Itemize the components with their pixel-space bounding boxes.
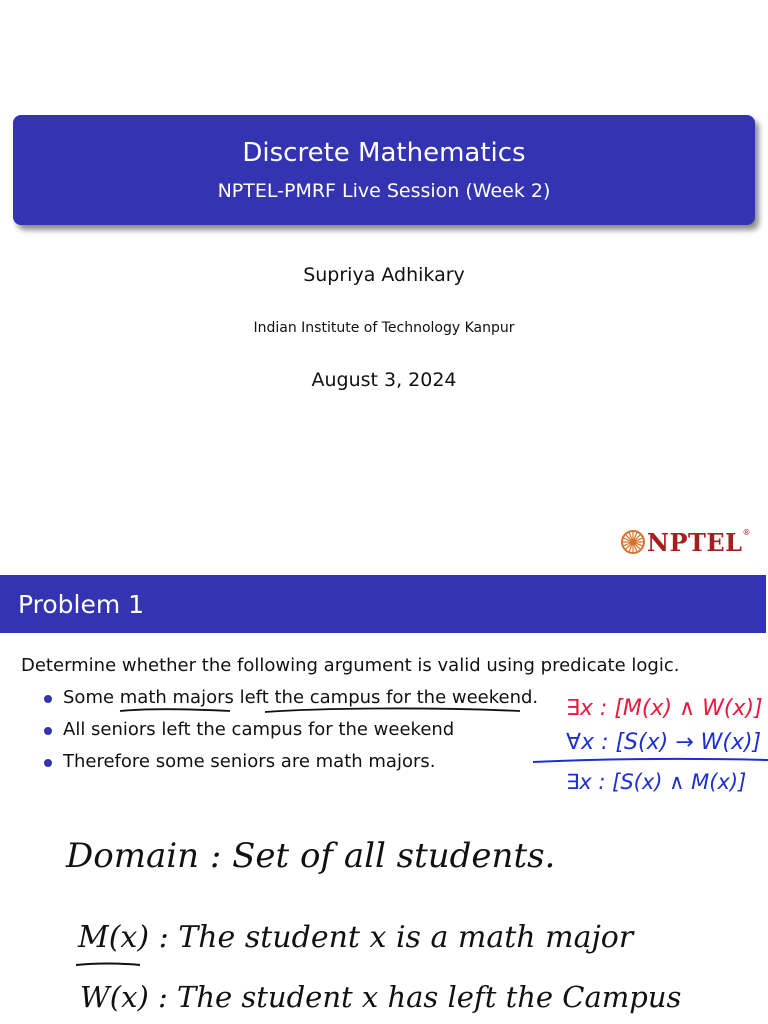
title-box <box>13 115 755 225</box>
handwritten-predicate-m: M(x) : The student x is a math major <box>78 920 634 955</box>
handwriting-layer <box>0 575 768 1024</box>
red-formula: ∃x : [M(x) ∧ W(x)] <box>566 696 763 721</box>
list-item-text: Some math majors left the campus for the weekend. <box>63 687 539 708</box>
underline-mx <box>76 964 140 966</box>
nptel-logo-text: NPTEL <box>647 527 743 557</box>
underline-math-majors <box>120 709 230 711</box>
nptel-logo <box>620 524 751 560</box>
blue-formula-2: ∃x : [S(x) ∧ M(x)] <box>566 770 747 794</box>
nptel-wheel-icon <box>620 529 646 555</box>
presentation-title: Discrete Mathematics <box>242 138 526 168</box>
list-item-text: Therefore some seniors are math majors. <box>63 751 436 772</box>
problem-intro: Determine whether the following argument is valid using predicate logic. <box>21 655 680 676</box>
frame-title: Problem 1 <box>18 590 145 619</box>
problem-slide <box>0 575 768 1024</box>
handwritten-predicate-w: W(x) : The student x has left the Campus <box>80 980 682 1014</box>
blue-formula-1: ∀x : [S(x) → W(x)] <box>566 730 762 755</box>
handwritten-domain: Domain : Set of all students. <box>66 836 556 876</box>
presentation-subtitle: NPTEL-PMRF Live Session (Week 2) <box>217 180 551 202</box>
author-name: Supriya Adhikary <box>303 264 465 286</box>
conclusion-line <box>533 759 768 762</box>
institute-name: Indian Institute of Technology Kanpur <box>253 320 515 336</box>
registered-mark: ® <box>742 528 751 537</box>
presentation-date: August 3, 2024 <box>311 369 457 391</box>
list-item-text: All seniors left the campus for the weekend <box>63 719 455 740</box>
underline-campus-weekend <box>265 708 520 712</box>
